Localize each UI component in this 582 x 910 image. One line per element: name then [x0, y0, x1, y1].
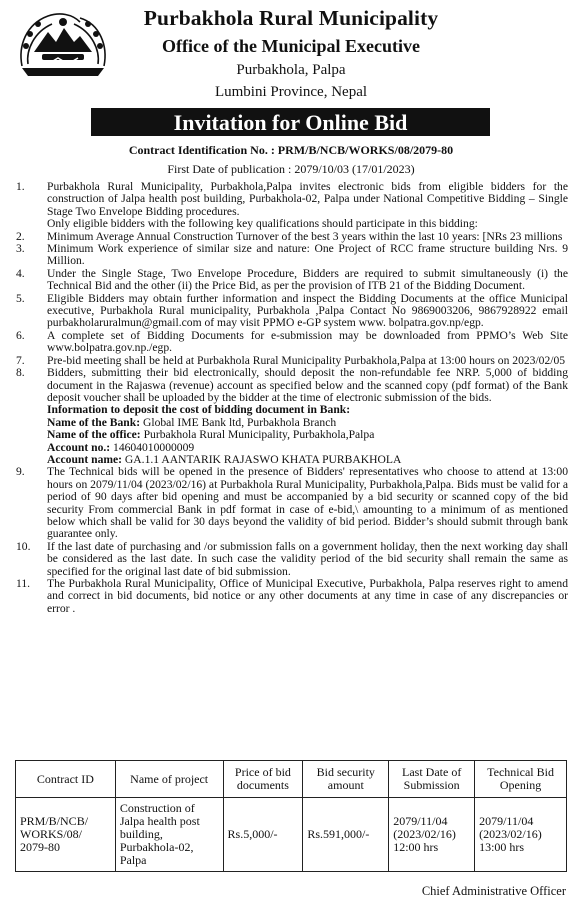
notice-item-9: [16, 466, 568, 540]
account-no-value: 14604010000009: [110, 440, 195, 454]
item-text: The Technical bids will be opened in the presence of Bidders' representatives who choose to attend at 13:00 hours on 2079/11/04 (2023/02/16) at Purbakhola Rural Municipality, Purbakhola,Palpa. Bids must be valid for a period of 90 days after bid opening and must be accompanied by a bid security or scanned copy of the bid security From commercial Bank in pdf format in case of e-bid,\ amounting to a minimum of as mentioned below which shall be valid for 30 days beyond the validity of bid period. Bidder’s should submit through bank guarantee only.: [47, 465, 568, 541]
project-name-cell: Construction of Jalpa health post building, Purbakhola-02, Palpa: [115, 798, 223, 872]
item-number: 11.: [16, 577, 31, 590]
item-number: 4.: [16, 266, 25, 280]
publication-date: First Date of publication : 2079/10/03 (17/01/2023): [167, 162, 415, 176]
office-name-label: Name of the office:: [47, 428, 141, 442]
item-number: 8.: [16, 366, 25, 380]
item-extra-text: Only eligible bidders with the following key qualifications should participate in this bidding:: [47, 217, 478, 231]
table-row: [16, 798, 567, 872]
bid-security-cell: Rs.591,000/-: [303, 798, 389, 872]
bid-opening-cell: 2079/11/04 (2023/02/16) 13:00 hrs: [475, 798, 567, 872]
contract-id-cell: PRM/B/NCB/ WORKS/08/ 2079-80: [16, 798, 116, 872]
item-number: 9.: [16, 465, 25, 479]
notice-item-5: [16, 293, 568, 330]
office-name: Office of the Municipal Executive: [162, 36, 420, 56]
item-number: 6.: [16, 328, 25, 342]
notice-title: Invitation for Online Bid: [91, 108, 490, 136]
notice-item-11: [16, 578, 568, 615]
bank-name-label: Name of the Bank:: [47, 415, 141, 429]
account-name-label: Account name:: [47, 452, 123, 466]
municipality-name: Purbakhola Rural Municipality: [143, 6, 439, 30]
column-header: Name of project: [115, 761, 223, 798]
item-number: 5.: [16, 291, 25, 305]
notice-item-3: [16, 243, 568, 268]
item-text: Purbakhola Rural Municipality, Purbakhola,Palpa invites electronic bids from eligible bidders for the construction of Jalpa health post building, Purbakhola-02, Palpa under National Competitive Bidding – Single Stage Two Envelope Bidding procedures.: [47, 180, 568, 218]
bank-info: [16, 404, 568, 466]
notice-items: [16, 181, 568, 615]
account-no-label: Account no.:: [47, 440, 111, 454]
item-text: Pre-bid meeting shall be held at Purbakhola Rural Municipality Purbakhola,Palpa at 13:00 hours on 2023/02/05: [47, 353, 566, 367]
notice-item-4: [16, 268, 568, 293]
column-header: Price of bid documents: [223, 761, 303, 798]
item-text: A complete set of Bidding Documents for e-submission may be downloaded from PPMO’s Web Site www.bolpatra.gov.np./egp.: [47, 328, 568, 355]
office-place: Purbakhola, Palpa: [236, 62, 346, 78]
bid-document-price-cell: Rs.5,000/-: [223, 798, 303, 872]
account-name-value: GA.1.1 AANTARIK RAJASWO KHATA PURBAKHOLA: [122, 452, 402, 466]
item-text: Under the Single Stage, Two Envelope Procedure, Bidders are required to submit simultaneously (i) the Technical Bid and the other (ii) the Price Bid, as per the provision of ITB 21 of the Bidding Document.: [47, 266, 568, 293]
header: [0, 0, 582, 105]
item-text: Minimum Average Annual Construction Turnover of the best 3 years within the last 10 years: [NRs 23 millions: [47, 229, 563, 243]
item-text: Minimum Work experience of similar size and nature: One Project of RCC frame structure building Nrs. 9 Million.: [47, 242, 568, 268]
bid-table: [15, 760, 567, 872]
item-text: If the last date of purchasing and /or submission falls on a government holiday, then the next working day shall be considered as the last date. In such case the validity period of the bid security shall remain the same as specified for the original last date of bid submission.: [47, 539, 568, 578]
item-number: 10.: [16, 539, 31, 553]
last-submission-date-cell: 2079/11/04 (2023/02/16) 12:00 hrs: [389, 798, 475, 872]
item-text: Bidders, submitting their bid electronically, should deposit the non-refundable fee NRP. 5,000 of bidding document in the Rajaswa (revenue) account as specified below and the scanned copy (pdf format) of the Bank deposit voucher shall be uploaded by the bidder at the time of electronic submission of the bids.: [47, 366, 568, 404]
notice-item-6: [16, 330, 568, 355]
item-number: 3.: [16, 242, 25, 256]
item-number: 7.: [16, 353, 25, 367]
contract-identification: Contract Identification No. : PRM/B/NCB/WORKS/08/2079-80: [128, 143, 454, 157]
bank-info-heading: Information to deposit the cost of bidding document in Bank:: [47, 403, 351, 417]
column-header: Last Date of Submission: [389, 761, 475, 798]
item-text: Eligible Bidders may obtain further information and inspect the Bidding Documents at the office Municipal executive, Purbakhola Rural municipality, Purbakhola ,Palpa Contact No 9869003206, 9867928922 email purbakholaruralmun@gmail.com of may visit PPMO e-GP system www. bolpatra.gov.np/egp.: [47, 291, 568, 330]
item-number: 2.: [16, 229, 25, 243]
item-text: The Purbakhola Rural Municipality, Office of Municipal Executive, Purbakhola, Palpa reserves right to amend and correct in bid documents, bid notice or any other documents at any time in case of any discrepancies or error .: [47, 577, 568, 615]
column-header: Contract ID: [16, 761, 116, 798]
notice-item-10: [16, 541, 568, 578]
table-header-row: [16, 761, 567, 798]
bank-name-value: Global IME Bank ltd, Purbakhola Branch: [140, 415, 337, 429]
column-header: Bid security amount: [303, 761, 389, 798]
office-province: Lumbini Province, Nepal: [214, 84, 368, 100]
column-header: Technical Bid Opening: [475, 761, 567, 798]
item-number: 1.: [16, 180, 25, 193]
signature: Chief Administrative Officer: [421, 884, 566, 898]
notice-item-1: [16, 181, 568, 231]
office-name-value: Purbakhola Rural Municipality, Purbakhola,Palpa: [140, 428, 375, 442]
notice-item-8: [16, 367, 568, 404]
